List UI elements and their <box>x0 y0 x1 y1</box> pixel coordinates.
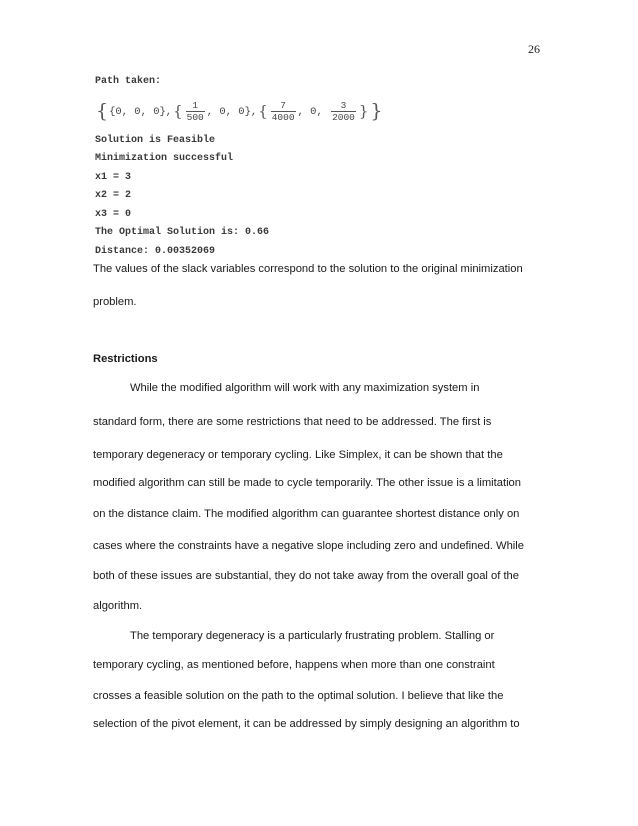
minimization-status: Minimization successful <box>95 153 234 164</box>
paragraph-line: cases where the constraints have a negative slope including zero and undefined. While <box>93 540 524 552</box>
paragraph-line: standard form, there are some restrictions that need to be addressed. The first is <box>93 416 492 428</box>
fraction-numerator: 7 <box>280 100 286 111</box>
paragraph-line: both of these issues are substantial, they do not take away from the overall goal of the <box>93 570 519 582</box>
fraction-denominator: 4000 <box>271 112 295 123</box>
path-point-1: {0, 0, 0}, <box>109 105 173 118</box>
x2-value: x2 = 2 <box>95 190 132 201</box>
open-brace: { <box>258 102 268 120</box>
open-brace: { <box>173 102 183 120</box>
close-brace: } <box>370 100 383 122</box>
section-heading: Restrictions <box>93 353 158 365</box>
paragraph-line: on the distance claim. The modified algorithm can guarantee shortest distance only on <box>93 508 520 520</box>
close-brace: } <box>358 102 369 120</box>
fraction <box>331 100 356 123</box>
path-taken-expression <box>95 92 395 132</box>
path-point-2-rest: , 0, 0}, <box>206 105 258 118</box>
paragraph-line: problem. <box>93 296 137 308</box>
fraction <box>271 100 296 123</box>
distance-value: Distance: 0.00352069 <box>95 245 216 257</box>
fraction <box>186 100 205 123</box>
fraction-numerator: 3 <box>340 100 347 111</box>
program-output <box>95 73 395 261</box>
x1-value: x1 = 3 <box>95 171 132 183</box>
paragraph-line: The values of the slack variables correspond to the solution to the original minimization <box>93 263 523 275</box>
feasible-status: Solution is Feasible <box>95 134 216 146</box>
paragraph-line: algorithm. <box>93 600 143 612</box>
paragraph-line: temporary degeneracy or temporary cycling. Like Simplex, it can be shown that the <box>93 449 503 461</box>
paragraph-line: modified algorithm can still be made to cycle temporarily. The other issue is a limitation <box>93 477 522 489</box>
page-number: 26 <box>528 42 540 56</box>
open-brace: { <box>96 100 109 122</box>
optimal-solution: The Optimal Solution is: 0.66 <box>95 227 270 238</box>
fraction-numerator: 1 <box>192 100 199 111</box>
path-label: Path taken: <box>95 76 162 87</box>
paragraph-line: temporary cycling, as mentioned before, happens when more than one constraint <box>93 659 495 671</box>
path-point-3-mid: , 0, <box>297 105 330 118</box>
paragraph-line: While the modified algorithm will work with any maximization system in <box>130 382 480 394</box>
fraction-denominator: 500 <box>186 112 204 123</box>
paragraph-line: selection of the pivot element, it can be addressed by simply designing an algorithm to <box>93 718 520 730</box>
fraction-denominator: 2000 <box>332 112 355 123</box>
x3-value: x3 = 0 <box>95 208 132 220</box>
paragraph-line: The temporary degeneracy is a particularly frustrating problem. Stalling or <box>130 630 495 642</box>
paragraph-line: crosses a feasible solution on the path to the optimal solution. I believe that like the <box>93 690 504 702</box>
